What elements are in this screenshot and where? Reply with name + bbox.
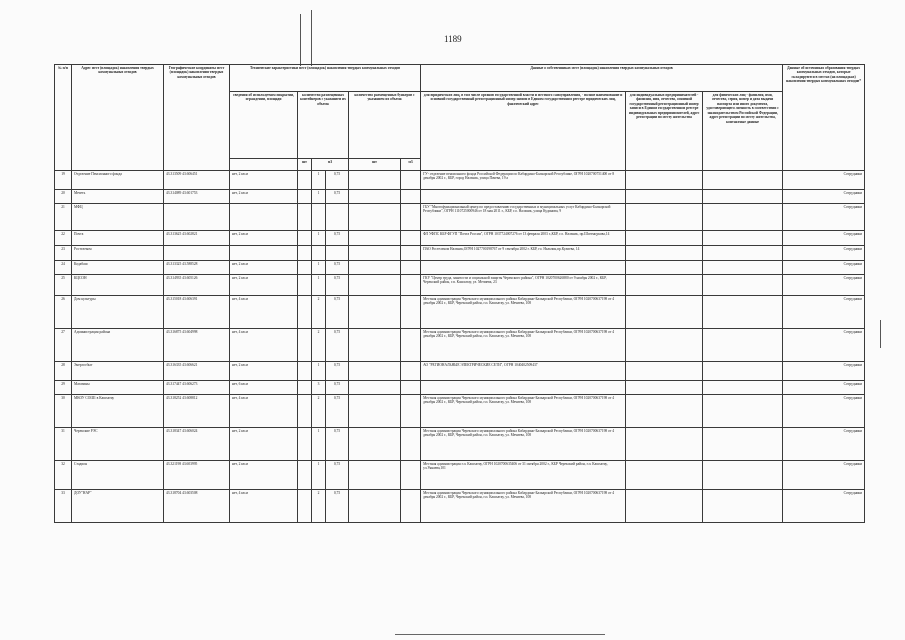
row-container-count: 2 xyxy=(312,490,326,523)
row-owner-ip xyxy=(626,275,703,296)
row-owner-ip xyxy=(626,428,703,461)
row-coordinates xyxy=(164,246,230,261)
table-row xyxy=(55,171,865,190)
row-container-volume: 0,75 xyxy=(326,362,349,381)
row-number: 22 xyxy=(55,231,72,246)
row-source: Сотрудники xyxy=(783,362,865,381)
row-owner-legal: ГУ- отделение пенсионного фонда Российской Федерации по Кабардино-Балкарской Республике, ОГРН 1020700751400 от 8 декабря 2002 г., КБР, город Нальчик, улица Пачева, 19 а xyxy=(421,171,626,190)
row-bunker-count xyxy=(349,461,401,490)
row-bunker-count xyxy=(349,296,401,329)
row-spacer xyxy=(298,329,312,362)
header-tech: Технические характеристики мест (площадок) накопления твердых коммунальных отходов xyxy=(230,65,421,92)
row-owner-ip xyxy=(626,362,703,381)
row-bunker-volume xyxy=(401,296,421,329)
row-bunker-count xyxy=(349,231,401,246)
row-cover: нет, 2 кв.м xyxy=(230,231,298,246)
row-spacer xyxy=(298,362,312,381)
header-geo: Географические координаты мест (площадок) накопления твердых коммунальных отходов xyxy=(164,65,230,171)
row-spacer xyxy=(298,246,312,261)
row-container-volume: 0,75 xyxy=(326,171,349,190)
row-container-volume: 0,75 xyxy=(326,490,349,523)
row-number: 29 xyxy=(55,381,72,395)
row-number: 20 xyxy=(55,190,72,204)
header-owners: Данные о собственниках мест (площадок) накопления твердых коммунальных отходов xyxy=(421,65,783,92)
row-coordinates: 43.313509 43.606451 xyxy=(164,171,230,190)
row-owner-person xyxy=(703,171,783,190)
table-row xyxy=(55,261,865,275)
row-owner-person xyxy=(703,428,783,461)
scan-artifact-line xyxy=(395,634,605,635)
row-cover: нет, 4 кв.м xyxy=(230,395,298,428)
row-bunker-volume xyxy=(401,395,421,428)
row-address: Отделение Пенсионного фонда xyxy=(72,171,164,190)
row-bunker-count xyxy=(349,261,401,275)
row-bunker-count xyxy=(349,171,401,190)
row-number: 32 xyxy=(55,461,72,490)
row-bunker-volume xyxy=(401,362,421,381)
row-owner-ip xyxy=(626,461,703,490)
row-bunker-volume xyxy=(401,231,421,246)
scan-artifact-line xyxy=(300,14,301,66)
table-row xyxy=(55,296,865,329)
row-spacer xyxy=(298,204,312,231)
row-owner-legal: ФЛ УФПС КБР ФГУП "Почта России", ОГРН 1037724007276 от 13 февраля 2003 г.,КБР, г.о. Нальчик, пр.Шогенцукова,14 xyxy=(421,231,626,246)
page-number: 1189 xyxy=(444,34,462,44)
table-row xyxy=(55,381,865,395)
header-tech-containers: количество размещенных контейнеров с указанием их объема xyxy=(298,92,349,159)
row-owner-person xyxy=(703,395,783,428)
row-coordinates: 43.313625 43.602821 xyxy=(164,231,230,246)
row-container-count: 1 xyxy=(312,428,326,461)
row-cover: нет, 2 кв.м xyxy=(230,275,298,296)
header-owner-legal: для юридических лиц, в том числе органов государственной власти и местного самоуправления, - полное наименование и основной государственный регистрационный номер записи в Едином государственном реестре юридических лиц, фактический адрес xyxy=(421,92,626,171)
row-owner-legal: ПАО Ростелеком Нальчик,ОГРН 1027700198767 от 9 сентября 2002 г. КБР, го. Нальчик,пр.Кулиева, 14 xyxy=(421,246,626,261)
row-source: Сотрудники xyxy=(783,231,865,246)
row-owner-person xyxy=(703,275,783,296)
row-owner-legal xyxy=(421,190,626,204)
row-spacer xyxy=(298,381,312,395)
row-cover: нет, 4 кв.м xyxy=(230,329,298,362)
row-cover: нет, 4 кв.м xyxy=(230,296,298,329)
row-number: 27 xyxy=(55,329,72,362)
row-bunker-volume xyxy=(401,246,421,261)
row-container-volume: 0,75 xyxy=(326,190,349,204)
row-address: Почта xyxy=(72,231,164,246)
row-owner-person xyxy=(703,490,783,523)
row-address: МКОУ СОШ1 в Кашхатау xyxy=(72,395,164,428)
row-container-count: 3 xyxy=(312,381,326,395)
row-address: Ростелеком xyxy=(72,246,164,261)
scan-artifact-line xyxy=(880,320,881,348)
row-container-volume: 0,75 xyxy=(326,461,349,490)
row-bunker-volume xyxy=(401,329,421,362)
row-bunker-count xyxy=(349,204,401,231)
header-tech-cover: сведения об используемом покрытии, ограждении, площади xyxy=(230,92,298,159)
row-owner-ip xyxy=(626,246,703,261)
row-cover: нет, 2 кв.м xyxy=(230,190,298,204)
row-owner-person xyxy=(703,461,783,490)
row-coordinates: 43.316875 43.604998 xyxy=(164,329,230,362)
row-number: 28 xyxy=(55,362,72,381)
row-number: 30 xyxy=(55,395,72,428)
row-coordinates: 43.313325 43.588528 xyxy=(164,261,230,275)
row-number: 19 xyxy=(55,171,72,190)
row-cover: нет, 2 кв.м xyxy=(230,362,298,381)
row-owner-ip xyxy=(626,171,703,190)
row-source: Сотрудники xyxy=(783,395,865,428)
row-coordinates: 43.314935 43.605126 xyxy=(164,275,230,296)
row-container-count xyxy=(312,204,326,231)
row-container-count: 1 xyxy=(312,275,326,296)
row-container-volume: 0,75 xyxy=(326,275,349,296)
row-container-volume: 0,75 xyxy=(326,428,349,461)
row-number: 23 xyxy=(55,246,72,261)
table-row xyxy=(55,395,865,428)
row-bunker-count xyxy=(349,395,401,428)
row-spacer xyxy=(298,461,312,490)
row-container-volume: 0,75 xyxy=(326,261,349,275)
row-bunker-count xyxy=(349,362,401,381)
row-bunker-volume xyxy=(401,190,421,204)
row-source: Сотрудники xyxy=(783,204,865,231)
header-unit-pcs: шт xyxy=(298,159,312,171)
row-container-count: 2 xyxy=(312,329,326,362)
row-container-count: 1 xyxy=(312,190,326,204)
row-coordinates: 43.314089 43.601753 xyxy=(164,190,230,204)
row-owner-person xyxy=(703,296,783,329)
row-bunker-count xyxy=(349,246,401,261)
row-owner-person xyxy=(703,246,783,261)
row-owner-legal: ГКУ "Центр труда, занятости и социальной защиты Черекского района", ОГРН 1020700626880 от 9 ноября 2002 г., КБР, Черекский район, г.п. Кашхатау, ул. Мечиева, 23 xyxy=(421,275,626,296)
row-coordinates: 43.316335 43.606621 xyxy=(164,362,230,381)
registry-table xyxy=(54,64,865,523)
row-container-count xyxy=(312,246,326,261)
table-row xyxy=(55,231,865,246)
row-bunker-volume xyxy=(401,204,421,231)
row-number: 31 xyxy=(55,428,72,461)
header-unit-m3: м3 xyxy=(401,159,421,171)
row-container-count: 1 xyxy=(312,461,326,490)
row-bunker-count xyxy=(349,381,401,395)
row-bunker-count xyxy=(349,490,401,523)
row-owner-legal: Местная администрация Черекского муниципального района Кабардино-Балкарской Республики, ОГРН 1020700637198 от 4 декабря 2002 г., КБР, Черекский район, г.п. Кашхатау, ул. Мечиева, 108 xyxy=(421,395,626,428)
header-unit-m3: м3 xyxy=(312,159,349,171)
row-bunker-count xyxy=(349,275,401,296)
row-source: Сотрудники xyxy=(783,261,865,275)
table-row xyxy=(55,461,865,490)
row-owner-legal: Местная администрация Черекского муниципального района Кабардино-Балкарской Республики, ОГРН 1020700637198 от 4 декабря 2002 г., КБР, Черекский район, г.п. Кашхатау, ул. Мечиева, 108 xyxy=(421,490,626,523)
row-address: Стадион xyxy=(72,461,164,490)
row-container-volume: 0,75 xyxy=(326,395,349,428)
row-owner-ip xyxy=(626,231,703,246)
row-owner-legal xyxy=(421,261,626,275)
table-row xyxy=(55,246,865,261)
row-coordinates xyxy=(164,204,230,231)
row-address: Администрация района xyxy=(72,329,164,362)
row-bunker-count xyxy=(349,428,401,461)
row-number: 25 xyxy=(55,275,72,296)
row-owner-legal: Местная администрация г.п. Кашхатау, ОГРН 1020700635406 от 31 октября 2002 г., КБР Черекский район, г.п. Кашхатау, ул.Уянаева,101 xyxy=(421,461,626,490)
row-address: Кодабаш xyxy=(72,261,164,275)
header-owner-person: для физических лиц - фамилия, имя, отчество, серия, номер и дата выдачи паспорта или иного документа, удостоверяющего личность в соответствии с законодательством Российской Федерации, адрес регистрации по месту жительства, контактные данные xyxy=(703,92,783,171)
row-bunker-count xyxy=(349,329,401,362)
row-bunker-volume xyxy=(401,490,421,523)
scan-artifact-line xyxy=(311,10,312,66)
row-owner-person xyxy=(703,329,783,362)
row-address: ДОУ"НАР" xyxy=(72,490,164,523)
row-address: Мечеть xyxy=(72,190,164,204)
header-num: № п/п xyxy=(55,65,72,171)
row-owner-legal: ГБУ "Многофункциональный центр по предоставлению государственных и муниципальных услуг Кабардино-Балкарской Республики", ОГРН 1110725000946 от 18 мая 2011 г., КБР, г.о. Нальчик, улица Кудинова, 9 xyxy=(421,204,626,231)
row-coordinates: 43.321198 43.603995 xyxy=(164,461,230,490)
row-bunker-volume xyxy=(401,261,421,275)
row-owner-ip xyxy=(626,261,703,275)
row-source: Сотрудники xyxy=(783,461,865,490)
table-row xyxy=(55,204,865,231)
row-number: 24 xyxy=(55,261,72,275)
row-source: Сотрудники xyxy=(783,296,865,329)
row-source: Сотрудники xyxy=(783,171,865,190)
header-unit-pcs: шт xyxy=(349,159,401,171)
row-bunker-volume xyxy=(401,461,421,490)
table-row xyxy=(55,362,865,381)
row-spacer xyxy=(298,275,312,296)
row-owner-person xyxy=(703,190,783,204)
row-container-volume: 0,75 xyxy=(326,296,349,329)
row-owner-legal: Местная администрация Черекского муниципального района Кабардино-Балкарской Республики, ОГРН 1020700637198 от 4 декабря 2002 г., КБР, Черекский район, г.п. Кашхатау, ул. Мечиева, 108 xyxy=(421,428,626,461)
row-coordinates: 43.318347 43.606024 xyxy=(164,428,230,461)
row-owner-ip xyxy=(626,190,703,204)
row-spacer xyxy=(298,428,312,461)
row-source: Сотрудники xyxy=(783,381,865,395)
row-address: КЦСОН xyxy=(72,275,164,296)
row-owner-ip xyxy=(626,490,703,523)
row-bunker-count xyxy=(349,190,401,204)
header-address: Адрес мест (площадок) накопления твердых коммунальных отходов xyxy=(72,65,164,171)
row-container-volume: 0,75 xyxy=(326,231,349,246)
row-cover: нет, 6 кв.м xyxy=(230,381,298,395)
row-coordinates: 43.315018 43.606391 xyxy=(164,296,230,329)
row-container-count: 1 xyxy=(312,261,326,275)
row-cover: нет, 2 кв.м xyxy=(230,461,298,490)
row-owner-legal xyxy=(421,381,626,395)
row-owner-legal: Местная администрация Черекского муниципального района Кабардино-Балкарской Республики, ОГРН 1020700637198 от 4 декабря 2002 г., КБР, Черекский район, г.п. Кашхатау, ул. Мечиева, 108 xyxy=(421,296,626,329)
row-number: 33 xyxy=(55,490,72,523)
row-owner-person xyxy=(703,261,783,275)
row-bunker-volume xyxy=(401,275,421,296)
row-owner-legal: АО "РЕГИОНАЛЬНЫЕ ЭЛЕКТРИЧЕСКИЕ СЕТИ", ОГРН 1040402509437 xyxy=(421,362,626,381)
row-owner-person xyxy=(703,381,783,395)
row-bunker-volume xyxy=(401,381,421,395)
row-owner-legal: Местная администрация Черекского муниципального района Кабардино-Балкарской Республики, ОГРН 1020700637198 от 4 декабря 2002 г., КБР, Черекский район, г.п. Кашхатау, ул. Мечиева, 108 xyxy=(421,329,626,362)
row-number: 21 xyxy=(55,204,72,231)
row-cover: нет, 2 кв.м xyxy=(230,261,298,275)
row-bunker-volume xyxy=(401,171,421,190)
row-coordinates: 43.318252 43.608812 xyxy=(164,395,230,428)
row-owner-person xyxy=(703,362,783,381)
row-spacer xyxy=(298,171,312,190)
row-address: Магазины xyxy=(72,381,164,395)
row-owner-ip xyxy=(626,296,703,329)
row-owner-ip xyxy=(626,329,703,362)
row-owner-person xyxy=(703,204,783,231)
row-address: Энергосбыт xyxy=(72,362,164,381)
row-cover: нет, 2 кв.м xyxy=(230,428,298,461)
row-source: Сотрудники xyxy=(783,428,865,461)
row-number: 26 xyxy=(55,296,72,329)
row-spacer xyxy=(298,231,312,246)
table-row xyxy=(55,190,865,204)
header-tech-bunkers: количество размещенных бункеров с указанием их объема xyxy=(349,92,421,159)
row-container-count: 1 xyxy=(312,362,326,381)
row-container-count: 2 xyxy=(312,395,326,428)
row-source: Сотрудники xyxy=(783,329,865,362)
row-cover: нет, 2 кв.м xyxy=(230,171,298,190)
row-spacer xyxy=(298,490,312,523)
row-address: Дом культуры xyxy=(72,296,164,329)
row-spacer xyxy=(298,261,312,275)
header-sources: Данные об источниках образования твердых коммунальных отходов, которые складируются в местах (на площадках) накопления твердых коммунальных отходов* xyxy=(783,65,865,171)
row-spacer xyxy=(298,190,312,204)
row-spacer xyxy=(298,395,312,428)
row-container-count: 1 xyxy=(312,231,326,246)
row-spacer xyxy=(298,296,312,329)
row-cover xyxy=(230,246,298,261)
row-bunker-volume xyxy=(401,428,421,461)
row-coordinates: 43.318704 43.603508 xyxy=(164,490,230,523)
header-owner-ip: для индивидуальных предпринимателей - фамилия, имя, отчество, основной государственный регистрационный номер записи в Едином государственном реестре индивидуальных предпринимателей, адрес регистрации по месту жительства xyxy=(626,92,703,171)
row-coordinates: 43.317447 43.606273 xyxy=(164,381,230,395)
table-row xyxy=(55,329,865,362)
row-container-volume: 0,75 xyxy=(326,329,349,362)
row-container-volume: 0,75 xyxy=(326,381,349,395)
table-row xyxy=(55,275,865,296)
row-address: Черекские РЭС xyxy=(72,428,164,461)
row-owner-person xyxy=(703,231,783,246)
header-blank xyxy=(230,159,298,171)
row-container-volume xyxy=(326,204,349,231)
table-row xyxy=(55,490,865,523)
row-source: Сотрудники xyxy=(783,275,865,296)
row-address: МФЦ xyxy=(72,204,164,231)
row-owner-ip xyxy=(626,395,703,428)
row-source: Сотрудники xyxy=(783,246,865,261)
row-container-volume xyxy=(326,246,349,261)
row-cover xyxy=(230,204,298,231)
row-cover: нет, 4 кв.м xyxy=(230,490,298,523)
row-owner-ip xyxy=(626,204,703,231)
row-source: Сотрудники xyxy=(783,490,865,523)
row-source: Сотрудники xyxy=(783,190,865,204)
row-container-count: 2 xyxy=(312,296,326,329)
row-container-count: 1 xyxy=(312,171,326,190)
row-owner-ip xyxy=(626,381,703,395)
table-row xyxy=(55,428,865,461)
